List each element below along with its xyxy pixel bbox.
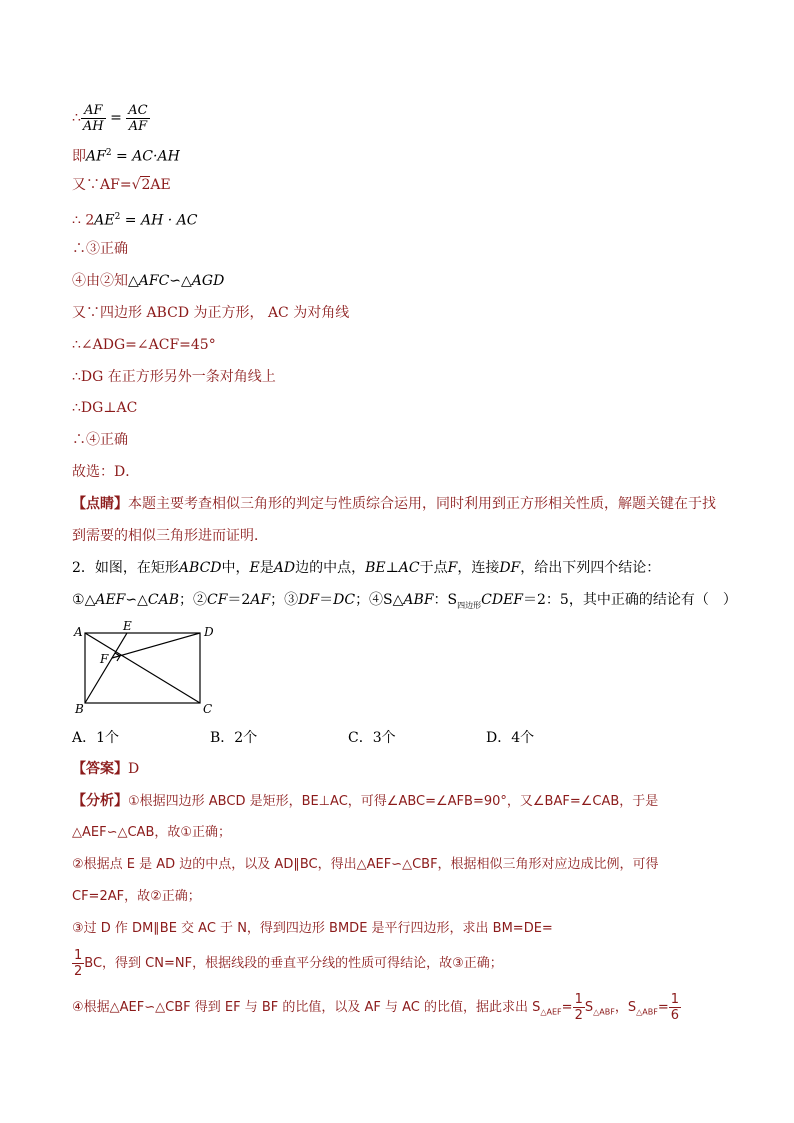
label-a: A: [74, 625, 83, 639]
fraction-af-ah: $\frac{AF}{AH}$: [82, 102, 104, 134]
label-c: C: [203, 702, 213, 715]
question-2-line-1: 2．如图，在矩形ABCD中，E是AD边的中点，BE⊥AC于点F，连接DF，给出下列四个结论：: [72, 560, 661, 576]
option-d[interactable]: D．4个: [486, 730, 535, 746]
option-a[interactable]: A．1个: [72, 730, 120, 746]
fraction-ac-af: $\frac{AC}{AF}$: [128, 102, 148, 134]
segment-be: [85, 633, 127, 703]
fraction-sixth: $\frac{1}{6}$: [670, 992, 679, 1023]
analysis-line-4: CF=2AF，故②正确；: [72, 889, 201, 904]
diagonal-ac: [85, 633, 200, 703]
choice-line: 故选：D．: [72, 464, 140, 480]
step-4-line: ④由②知△AFC∽△AGD: [72, 273, 225, 289]
option-b[interactable]: B．2个: [210, 730, 258, 746]
equation-line-4: ∴ $2AE^2$ = AH · AC: [72, 212, 198, 229]
dianjing-line-1: 【点睛】本题主要考查相似三角形的判定与性质综合运用，同时利用到正方形相关性质，解题关键在于找: [72, 496, 716, 512]
option-c[interactable]: C．3个: [348, 730, 396, 746]
label-e: E: [123, 620, 132, 633]
analysis-line-5: ③过 D 作 DM∥BE 交 AC 于 N，得到四边形 BMDE 是平行四边形，求出 BM=DE=: [72, 921, 553, 936]
equation-line-2: 即$AF^2 = AC\cdot AH$: [72, 148, 180, 165]
equation-line-3: 又∵AF=√2AE: [72, 177, 171, 193]
answer-options: [72, 727, 672, 747]
analysis-line-2: △AEF∽△CAB，故①正确；: [72, 825, 232, 840]
conclusion-3: ∴③正确: [72, 241, 128, 257]
therefore-symbol: ∴: [72, 110, 81, 126]
fraction-one-half: $\frac{1}{2}$: [74, 948, 83, 979]
label-b: B: [75, 702, 84, 715]
rectangle-figure: [70, 620, 220, 715]
conclusion-4: ∴④正确: [72, 432, 128, 448]
label-d: D: [204, 625, 214, 639]
analysis-line-7: ④根据△AEF∽△CBF 得到 EF 与 BF 的比值，以及 AF 与 AC 的比值，据此求出 $S_{\triangle AEF}=$ $\frac{1}{2}$ $S_{\triangle ABF}$，$S_{\triangle ABF}=$ $\frac{1}{6}$: [72, 992, 679, 1023]
square-line: 又∵四边形 ABCD 为正方形， AC 为对角线: [72, 305, 350, 321]
dianjing-line-2: 到需要的相似三角形进而证明．: [72, 528, 268, 544]
ratio-line: ∴ $\frac{AF}{AH}$ = $\frac{AC}{AF}$: [72, 102, 148, 134]
label-f: F: [100, 652, 109, 666]
fraction-half-2: $\frac{1}{2}$: [574, 992, 583, 1023]
analysis-line-6: $\frac{1}{2}$ BC，得到 CN=NF，根据线段的垂直平分线的性质可得结论，故③正确；: [74, 948, 503, 979]
analysis-line-3: ②根据点 E 是 AD 边的中点，以及 AD∥BC，得出△AEF∽△CBF，根据相似三角形对应边成比例，可得: [72, 857, 659, 872]
answer-line: 【答案】D: [72, 761, 140, 777]
diagonal-line: ∴DG 在正方形另外一条对角线上: [72, 369, 276, 385]
perpendicular-line: ∴DG⊥AC: [72, 400, 138, 416]
question-2-conclusions: ①△AEF∽△CAB；②CF＝2AF；③DF＝DC；④S△ABF：$S_{四边形}CDEF=2$：5，其中正确的结论有（ ）: [72, 592, 737, 610]
analysis-line-1: 【分析】①根据四边形 ABCD 是矩形，BE⊥AC，可得∠ABC=∠AFB=90°，又∠BAF=∠CAB，于是: [72, 793, 659, 809]
angle-line: ∴∠ADG=∠ACF=45°: [72, 337, 216, 353]
